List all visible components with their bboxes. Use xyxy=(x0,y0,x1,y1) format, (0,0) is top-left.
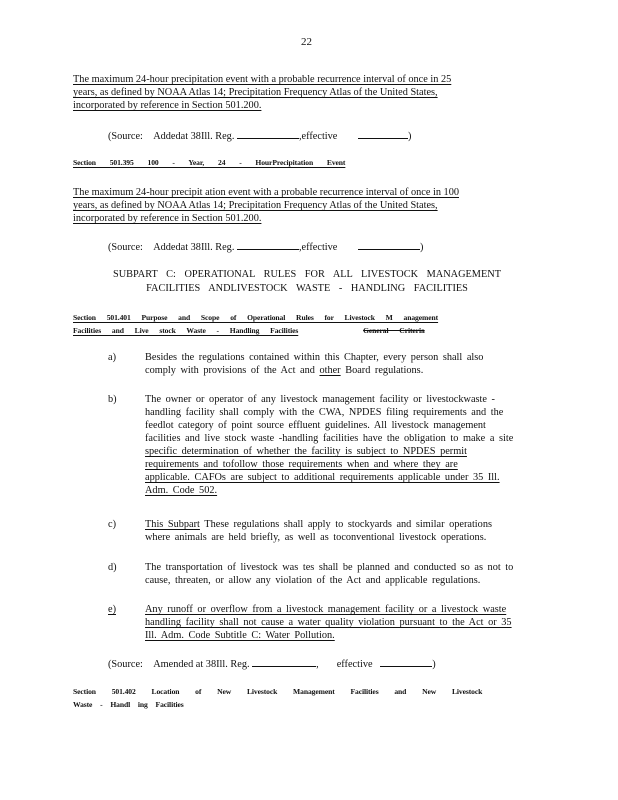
section-501-401-heading-line-2: Facilities and Live stock Waste - Handling Facilities General Criteria xyxy=(73,326,425,335)
reg-blank xyxy=(252,657,316,667)
effective-blank xyxy=(358,240,420,250)
definition-100yr-line-3: incorporated by reference in Section 501.200. xyxy=(73,213,262,224)
page-number: 22 xyxy=(301,36,312,48)
section-501-395-heading: Section 501.395 100 - Year, 24 - HourPrecipitation Event xyxy=(73,158,346,167)
item-e-text: Any runoff or overflow from a livestock management facility or a livestock waste handling facility shall not cause a water quality violation pursuant to the Act or 35 Ill. Adm. Code Subtitle C: Water Pollution. xyxy=(145,604,512,641)
item-b-text: The owner or operator of any livestock management facility or livestockwaste - handling facility shall comply with the CWA, NPDES filing requirements and the feedlot category of point source effluent guidelines. All livestock management facilities and live stock waste -handling facilities have the obligation to make a site specific determination of whether the facility is subject to NPDES permit requirements and tofollow those requirements when and where they are applicable. CAFOs are subject to additional requirements applicable under 35 Ill. Adm. Code 502. xyxy=(145,394,514,496)
subpart-heading-line-1: SUBPART C: OPERATIONAL RULES FOR ALL LIVESTOCK MANAGEMENT xyxy=(113,269,501,280)
section-501-401-heading-line-1: Section 501.401 Purpose and Scope of Operational Rules for Livestock M anagement xyxy=(73,313,439,322)
definition-100yr-line-2: years, as defined by NOAA Atlas 14; Precipitation Frequency Atlas of the United States, xyxy=(73,200,438,211)
item-d-text: The transportation of livestock was tes shall be planned and conducted so as not to cause, threaten, or allow any violation of the Act and applicable regulations. xyxy=(145,562,514,586)
item-a-label: a) xyxy=(108,352,116,363)
source-note-3: (Source: Amended at 38Ill. Reg. , effective ) xyxy=(108,659,436,670)
source-note-2: (Source: Addedat 38Ill. Reg. ,effective ) xyxy=(108,242,424,253)
section-501-402-heading-line-2: Waste - Handl ing Facilities xyxy=(73,700,184,709)
section-501-402-heading-line-1: Section 501.402 Location of New Livestock Management Facilities and New Livestock xyxy=(73,687,483,696)
definition-100yr-line-1: The maximum 24-hour precipit ation event with a probable recurrence interval of once in 100 xyxy=(73,187,459,198)
reg-blank xyxy=(237,240,299,250)
item-e-label: e) xyxy=(108,604,116,615)
effective-blank xyxy=(358,129,408,139)
item-b-label: b) xyxy=(108,394,117,405)
subpart-heading-line-2: FACILITIES ANDLIVESTOCK WASTE - HANDLING FACILITIES xyxy=(146,283,468,294)
item-c-text: This Subpart These regulations shall apply to stockyards and similar operations where animals are held briefly, as well as toconventional livestock operations. xyxy=(145,519,492,543)
item-c-label: c) xyxy=(108,519,116,530)
item-a-text: Besides the regulations contained within this Chapter, every person shall also comply with provisions of the Act and other Board regulations. xyxy=(145,352,484,376)
definition-25yr-line-3: incorporated by reference in Section 501.200. xyxy=(73,100,262,111)
effective-blank xyxy=(380,657,432,667)
reg-blank xyxy=(237,129,299,139)
definition-25yr-line-1: The maximum 24-hour precipitation event with a probable recurrence interval of once in 25 xyxy=(73,74,452,85)
struck-text: General Criteria xyxy=(363,326,425,335)
source-note-1: (Source: Addedat 38Ill. Reg. ,effective ) xyxy=(108,131,412,142)
definition-25yr-line-2: years, as defined by NOAA Atlas 14; Precipitation Frequency Atlas of the United States, xyxy=(73,87,438,98)
item-d-label: d) xyxy=(108,562,117,573)
